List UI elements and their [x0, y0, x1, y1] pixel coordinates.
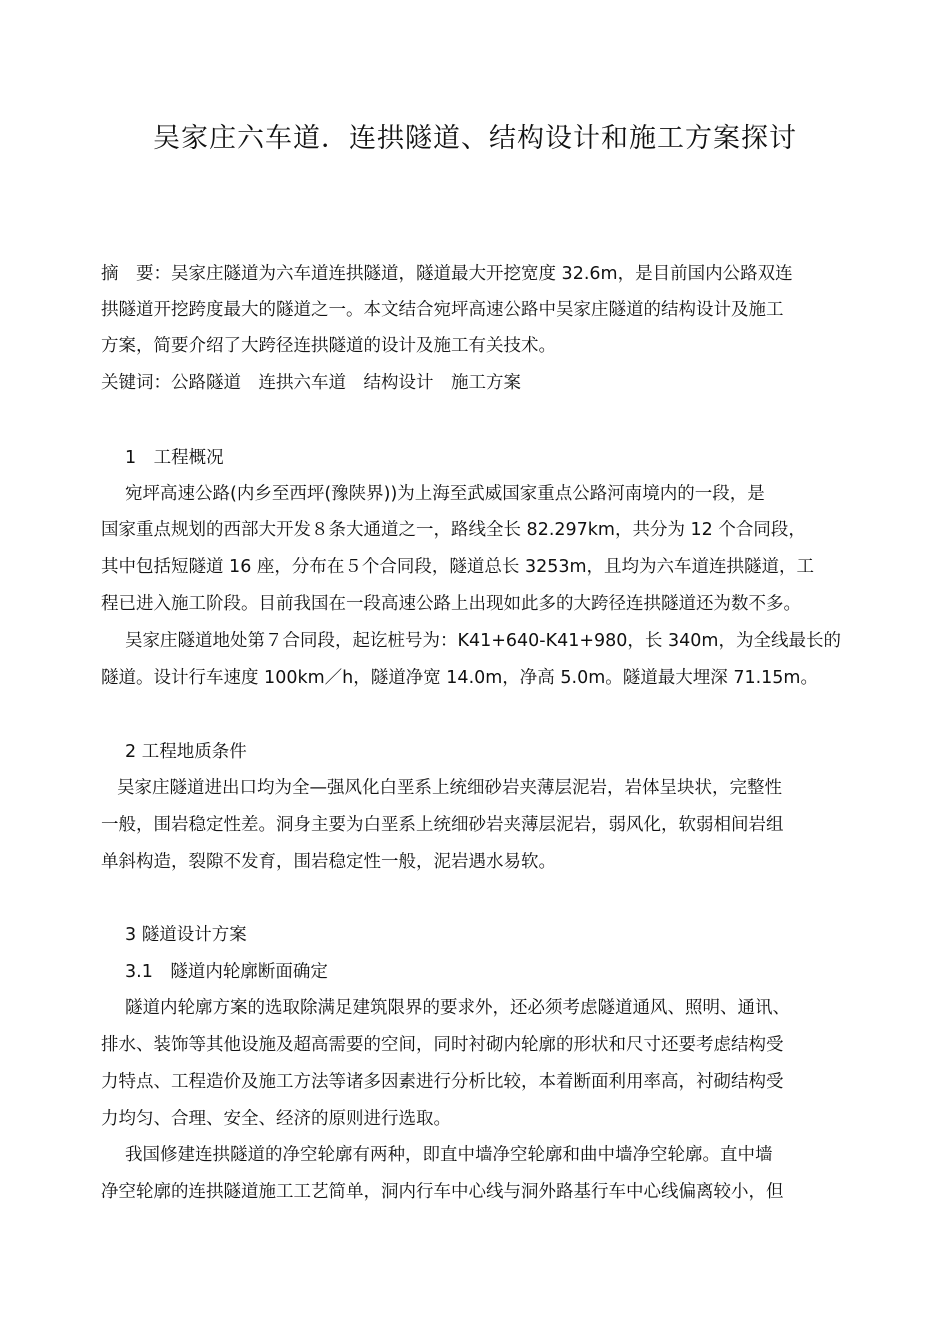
paragraph-line: 力特点、工程造价及施工方法等诸多因素进行分析比较，本着断面利用率高，衬砌结构受 — [101, 1072, 784, 1092]
subsection-heading-3-1: 3.1 隧道内轮廓断面确定 — [125, 962, 328, 982]
paragraph-line: 我国修建连拱隧道的净空轮廓有两种，即直中墙净空轮廓和曲中墙净空轮廓。直中墙 — [125, 1145, 773, 1165]
section-heading-1: 1 工程概况 — [125, 448, 224, 468]
keywords-line: 关键词：公路隧道 连拱六车道 结构设计 施工方案 — [101, 373, 521, 393]
paragraph-line: 吴家庄隧道进出口均为全—强风化白垩系上统细砂岩夹薄层泥岩，岩体呈块状，完整性 — [117, 778, 782, 798]
section-heading-2: 2 工程地质条件 — [125, 742, 247, 762]
paragraph-line: 一般，围岩稳定性差。洞身主要为白垩系上统细砂岩夹薄层泥岩，弱风化，软弱相间岩组 — [101, 815, 784, 835]
paragraph-line: 隧道内轮廓方案的选取除满足建筑限界的要求外，还必须考虑隧道通风、照明、通讯、 — [125, 998, 790, 1018]
paragraph-line: 宛坪高速公路(内乡至西坪(豫陕界))为上海至武威国家重点公路河南境内的一段，是 — [125, 484, 765, 504]
section-heading-3: 3 隧道设计方案 — [125, 925, 247, 945]
paragraph-line: 吴家庄隧道地处第７合同段，起讫桩号为：K41+640-K41+980，长 340m，为全线最长的 — [125, 631, 841, 651]
paragraph-line: 力均匀、合理、安全、经济的原则进行选取。 — [101, 1109, 451, 1129]
paragraph-line: 国家重点规划的西部大开发８条大通道之一，路线全长 82.297km，共分为 12 个合同段， — [101, 520, 806, 540]
paragraph-line: 程已进入施工阶段。目前我国在一段高速公路上出现如此多的大跨径连拱隧道还为数不多。 — [101, 594, 801, 614]
abstract-line: 拱隧道开挖跨度最大的隧道之一。本文结合宛坪高速公路中吴家庄隧道的结构设计及施工 — [101, 300, 784, 320]
paragraph-line: 其中包括短隧道 16 座，分布在５个合同段，隧道总长 3253m，且均为六车道连拱隧道，工 — [101, 557, 815, 577]
document-title: 吴家庄六车道．连拱隧道、结构设计和施工方案探讨 — [153, 123, 797, 154]
paragraph-line: 净空轮廓的连拱隧道施工工艺简单，洞内行车中心线与洞外路基行车中心线偏离较小，但 — [101, 1182, 784, 1202]
paragraph-line: 隧道。设计行车速度 100km／h，隧道净宽 14.0m，净高 5.0m。隧道最大埋深 71.15m。 — [101, 668, 818, 688]
abstract-line: 摘 要：吴家庄隧道为六车道连拱隧道，隧道最大开挖宽度 32.6m，是目前国内公路双连 — [101, 264, 793, 284]
paragraph-line: 单斜构造，裂隙不发育，围岩稳定性一般，泥岩遇水易软。 — [101, 852, 556, 872]
paragraph-line: 排水、装饰等其他设施及超高需要的空间，同时衬砌内轮廓的形状和尺寸还要考虑结构受 — [101, 1035, 784, 1055]
abstract-line: 方案，简要介绍了大跨径连拱隧道的设计及施工有关技术。 — [101, 336, 556, 356]
